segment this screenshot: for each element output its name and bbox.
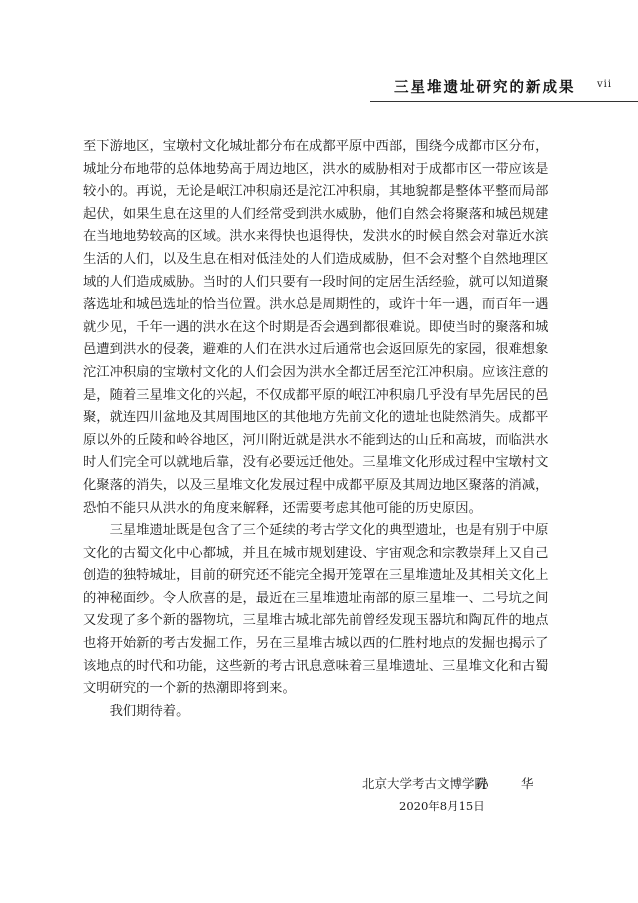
text-line: 至下游地区，宝墩村文化城址都分布在成都平原中西部，围绕今成都市区分布， <box>83 139 549 154</box>
text-line: 文化的古蜀文化中心都城，并且在城市规划建设、宇宙观念和宗教崇拜上又自己 <box>83 545 549 561</box>
text-line: 落选址和城邑选址的恰当位置。洪水总是周期性的，或许十年一遇，而百年一遇 <box>83 297 549 313</box>
text-line: 也将开始新的考古发掘工作，另在三星堆古城以西的仁胜村地点的发掘也揭示了 <box>83 636 549 652</box>
body-text <box>83 136 571 723</box>
running-header-title: 三星堆遗址研究的新成果 <box>394 79 576 96</box>
text-line: 是，随着三星堆文化的兴起，不仅成都平原的岷江冲积扇几乎没有早先居民的邑 <box>83 387 549 403</box>
text-line: 的神秘面纱。令人欣喜的是，最近在三星堆遗址南部的原三星堆一、二号坑之间 <box>83 590 549 606</box>
text-line: 生活的人们，以及生息在相对低洼处的人们造成威胁，但不会对整个自然地理区 <box>83 251 549 267</box>
text-line: 化聚落的消失，以及三星堆文化发展过程中成都平原及其周边地区聚落的消减， <box>83 477 549 493</box>
text-line: 原以外的丘陵和岭谷地区，河川附近就是洪水不能到达的山丘和高坡，而临洪水 <box>83 432 549 448</box>
text-line: 该地点的时代和功能，这些新的考古讯息意味着三星堆遗址、三星堆文化和古蜀 <box>83 658 549 674</box>
text-line: 三星堆遗址既是包含了三个延续的考古学文化的典型遗址，也是有别于中原 <box>83 523 549 539</box>
text-line: 恐怕不能只从洪水的角度来解释，还需要考虑其他可能的历史原因。 <box>83 500 482 516</box>
text-line: 时人们完全可以就地后靠，没有必要远迁他处。三星堆文化形成过程中宝墩村文 <box>83 455 549 471</box>
running-header <box>370 75 638 97</box>
text-line: 起伏，如果生息在这里的人们经常受到洪水威胁，他们自然会将聚落和城邑规建 <box>83 206 549 222</box>
page-number: vii <box>597 79 613 90</box>
text-line: 城址分布地带的总体地势高于周边地区，洪水的威胁相对于成都市区一带应该是 <box>83 161 549 177</box>
signature-affiliation: 北京大学考古文博学院 <box>362 776 488 791</box>
text-line: 又发现了多个新的器物坑，三星堆古城北部先前曾经发现玉器坑和陶瓦件的地点 <box>83 613 549 629</box>
text-line: 较小的。再说，无论是岷江冲积扇还是沱江冲积扇，其地貌都是整体平整而局部 <box>83 184 549 200</box>
text-line: 就少见，千年一遇的洪水在这个时期是否会遇到都很难说。即使当时的聚落和城 <box>83 319 549 335</box>
text-line: 我们期待着。 <box>83 703 190 719</box>
text-line: 域的人们造成威胁。当时的人们只要有一段时间的定居生活经验，就可以知道聚 <box>83 274 549 290</box>
text-line: 邑遭到洪水的侵袭，避难的人们在洪水过后通常也会返回原先的家园，很难想象 <box>83 342 549 358</box>
header-rule <box>370 101 638 102</box>
signature-date: 2020年8月15日 <box>399 799 485 813</box>
text-line: 创造的独特城址，目前的研究还不能完全揭开笼罩在三星堆遗址及其相关文化上 <box>83 568 549 584</box>
text-line: 沱江冲积扇的宝墩村文化的人们会因为洪水全都迁居至沱江冲积扇。应该注意的 <box>83 364 549 380</box>
text-line: 文明研究的一个新的热潮即将到来。 <box>83 681 296 697</box>
signature-author: 孙 华 <box>476 776 544 791</box>
text-line: 在当地地势较高的区域。洪水来得快也退得快，发洪水的时候自然会对靠近水滨 <box>83 229 549 245</box>
text-line: 聚，就连四川盆地及其周围地区的其他地方先前文化的遗址也陡然消失。成都平 <box>83 410 549 426</box>
